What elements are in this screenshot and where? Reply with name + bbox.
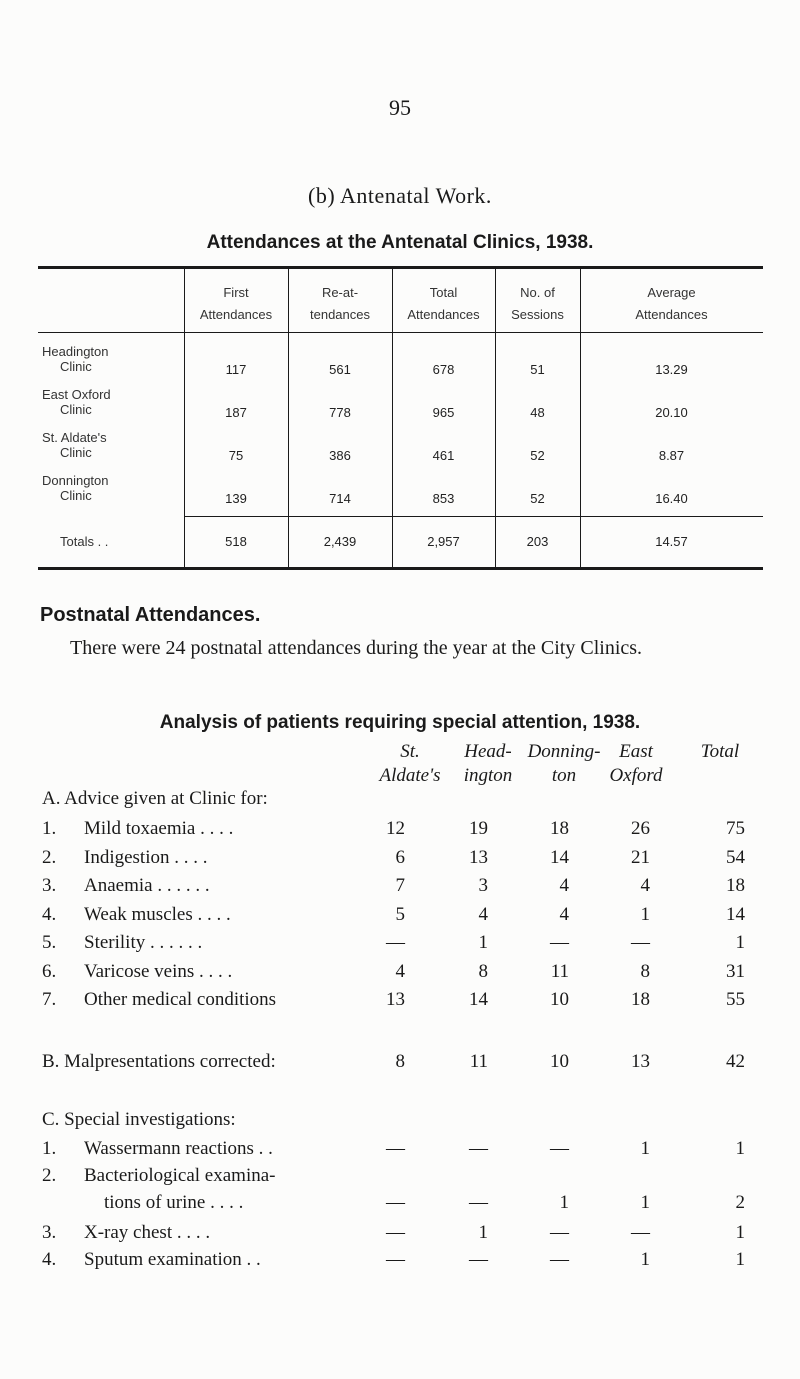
value-cell: 1 [478,1222,488,1243]
section-c-label: C. Special investigations: [42,1109,236,1130]
value-cell: 75 [726,818,745,839]
value-cell: — [386,1249,405,1270]
cell: 52 [530,491,545,506]
header-first-attendances: First Attendances [199,285,273,322]
cell: 965 [432,405,455,420]
cell: 8.87 [658,448,685,463]
row-label-continued: tions of urine . . . . [104,1192,244,1213]
value-cell: 14 [726,903,745,925]
value-cell: 4 [559,903,569,925]
row-label: Sputum examination . . [84,1249,261,1270]
cell: 187 [225,405,247,420]
table-title: Attendances at the Antenatal Clinics, 1938. [206,232,594,253]
value-cell: 5 [395,903,405,925]
value-cell: 1 [735,1222,745,1243]
value-cell: 10 [550,989,569,1010]
row-label: Weak muscles . . . . [84,903,231,925]
value-cell: 21 [631,846,650,868]
row-index: 2. [42,846,57,868]
value-cell: 2 [735,1192,745,1213]
column-header: Donning- ton [527,741,601,786]
postnatal-paragraph: There were 24 postnatal attendances during the year at the City Clinics. [70,637,643,659]
value-cell: 1 [640,1138,650,1159]
value-cell: 1 [640,1249,650,1270]
value-cell: 31 [726,960,745,982]
row-index: 3. [42,1222,57,1243]
totals-rule [184,516,763,517]
section-heading: (b) Antenatal Work. [308,183,492,208]
row-label: East Oxford Clinic [42,387,111,417]
cell: 461 [432,448,455,463]
value-cell: — [469,1138,488,1159]
section-a-label: A. Advice given at Clinic for: [42,788,268,809]
cell: 14.57 [655,534,688,549]
value-cell: 26 [631,818,650,839]
cell: 561 [329,362,351,377]
cell: 778 [329,405,351,420]
value-cell: — [550,1138,569,1159]
value-cell: 4 [559,875,569,896]
value-cell: — [469,1249,488,1270]
row-index: 5. [42,932,57,953]
attendance-table [38,266,763,570]
row-index: 7. [42,989,57,1010]
value-cell: 18 [631,989,650,1010]
value-cell: 18 [726,875,745,896]
value-cell: 12 [386,818,405,839]
row-label: St. Aldate's Clinic [42,430,107,460]
analysis-table [0,740,800,1360]
value-cell: 1 [478,932,488,953]
totals-label: Totals . . [60,534,109,549]
value-cell: 4 [395,960,405,982]
column-header: Head- ington [463,741,513,786]
row-index: 1. [42,1138,57,1159]
row-label: Headington Clinic [42,344,109,374]
cell: 714 [329,491,351,506]
value-cell: 1 [640,1192,650,1213]
cell: 52 [530,448,545,463]
row-index: 6. [42,960,57,982]
value-cell: — [386,932,405,953]
header-average: Average Attendances [635,285,708,322]
value-cell: 13 [469,846,488,868]
cell: 518 [225,534,247,549]
column-header: Total [700,741,740,762]
cell: 20.10 [655,405,688,420]
row-index: 4. [42,1249,57,1270]
value-cell: 1 [735,932,745,953]
value-cell: 8 [478,960,488,982]
cell: 678 [432,362,455,377]
value-cell: 4 [478,903,488,925]
value-cell: 7 [395,875,405,896]
value-cell: 6 [395,846,405,868]
value-cell: 54 [726,846,745,868]
value-cell: 14 [550,846,569,868]
row-index: 3. [42,875,57,896]
value-cell: 11 [469,1051,488,1072]
row-index: 2. [42,1165,57,1186]
page-number: 95 [389,95,411,120]
analysis-title: Analysis of patients requiring special attention, 1938. [159,712,641,733]
value-cell: 13 [631,1051,650,1072]
column-header: East Oxford [609,741,663,786]
value-cell: 42 [726,1051,745,1072]
cell: 117 [225,362,247,377]
value-cell: 1 [559,1192,569,1213]
cell: 48 [530,405,545,420]
row-index: 4. [42,903,57,925]
cell: 203 [526,534,549,549]
row-index: 1. [42,818,57,839]
row-label: Varicose veins . . . . [84,960,233,982]
value-cell: 1 [735,1138,745,1159]
value-cell: — [469,1192,488,1213]
row-label: Anaemia . . . . . . [84,875,210,896]
header-rule [38,332,763,333]
cell: 51 [530,362,545,377]
row-label: Indigestion . . . . [84,846,208,868]
value-cell: 8 [640,960,650,982]
value-cell: — [386,1192,405,1213]
value-cell: 18 [550,818,569,839]
cell: 853 [432,491,455,506]
value-cell: 1 [640,903,650,925]
value-cell: — [550,932,569,953]
row-label: Other medical conditions [84,989,277,1010]
cell: 386 [329,448,351,463]
value-cell: — [631,1222,650,1243]
value-cell: 14 [469,989,488,1010]
value-cell: 4 [640,875,650,896]
value-cell: — [386,1138,405,1159]
value-cell: 8 [395,1051,405,1072]
row-label: Mild toxaemia . . . . [84,818,234,839]
row-label: Donnington Clinic [42,473,109,503]
section-b-label: B. Malpresentations corrected: [42,1051,276,1072]
cell: 2,957 [427,534,460,549]
header-total-attendances: Total Attendances [407,285,480,322]
value-cell: 10 [550,1051,569,1072]
cell: 16.40 [655,491,688,506]
value-cell: 13 [386,989,405,1010]
cell: 2,439 [323,534,357,549]
row-label: Sterility . . . . . . [84,932,203,953]
value-cell: 11 [550,960,569,982]
value-cell: 55 [726,989,745,1010]
table-bottom-rule [38,567,763,570]
value-cell: — [550,1222,569,1243]
cell: 75 [228,448,244,463]
value-cell: 3 [478,875,488,896]
value-cell: 19 [469,818,488,839]
column-header: St. Aldate's [379,741,441,786]
header-re-attendances: Re-at- tendances [310,285,370,322]
value-cell: — [386,1222,405,1243]
row-label: X-ray chest . . . . [84,1222,211,1243]
value-cell: 1 [735,1249,745,1270]
table-top-rule [38,266,763,269]
header-sessions: No. of Sessions [511,285,564,322]
cell: 13.29 [655,362,688,377]
row-label: Wassermann reactions . . [84,1138,273,1159]
cell: 139 [225,491,247,506]
value-cell: — [550,1249,569,1270]
value-cell: — [631,932,650,953]
postnatal-heading: Postnatal Attendances. [40,604,261,626]
row-label: Bacteriological examina- [84,1165,276,1186]
